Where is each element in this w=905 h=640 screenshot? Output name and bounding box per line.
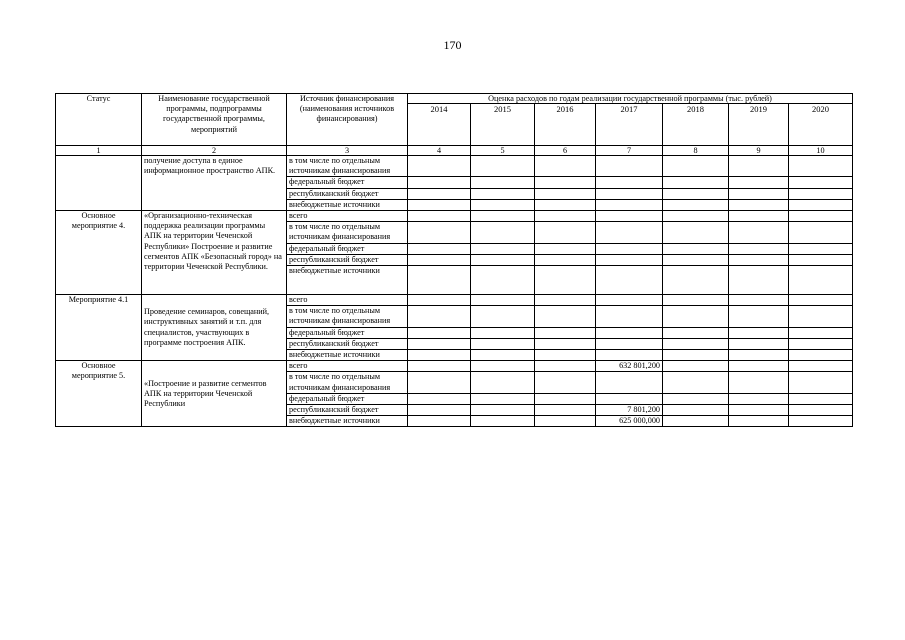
value-cell [408,416,471,427]
value-cell [535,416,596,427]
value-cell [408,295,471,306]
value-cell [663,222,729,243]
value-cell [729,372,789,393]
table-row [56,211,853,222]
value-cell [789,188,853,199]
value-cell [471,188,535,199]
value-cell [535,199,596,210]
header-source: Источник финансирования (наименования источников финансирования) [287,94,408,146]
value-cell [471,177,535,188]
value-cell [408,199,471,210]
source-cell: республиканский бюджет [287,405,408,416]
value-cell [408,156,471,177]
value-cell [663,327,729,338]
value-cell [789,199,853,210]
value-cell [471,338,535,349]
source-cell: всего [287,361,408,372]
value-cell [471,327,535,338]
value-cell [789,156,853,177]
value-cell [408,338,471,349]
value-cell [535,295,596,306]
source-cell: федеральный бюджет [287,177,408,188]
source-cell: в том числе по отдельным источникам финансирования [287,306,408,327]
value-cell [535,254,596,265]
value-cell [596,222,663,243]
value-cell [535,243,596,254]
value-cell [596,211,663,222]
value-cell [471,243,535,254]
value-cell [596,199,663,210]
header-year: 2019 [729,104,789,146]
value-cell [535,222,596,243]
value-cell [408,188,471,199]
value-cell [408,306,471,327]
value-cell [663,156,729,177]
header-year: 2017 [596,104,663,146]
source-cell: республиканский бюджет [287,338,408,349]
value-cell [408,350,471,361]
value-cell [471,372,535,393]
value-cell [789,405,853,416]
value-cell [729,295,789,306]
value-cell [408,405,471,416]
source-cell: внебюджетные источники [287,266,408,295]
header-name: Наименование государственной программы, подпрограммы государственной программы, мероприятий [142,94,287,146]
value-cell [535,177,596,188]
value-cell [596,338,663,349]
value-cell [789,393,853,404]
table-row [56,361,853,372]
value-cell [471,211,535,222]
value-cell [535,188,596,199]
header-year: 2015 [471,104,535,146]
name-cell: «Построение и развитие сегментов АПК на территории Чеченской Республики [142,361,287,427]
source-cell: республиканский бюджет [287,188,408,199]
column-number: 2 [142,146,287,156]
column-number-row [56,146,853,156]
value-cell [729,222,789,243]
name-cell: «Организационно-техническая поддержка реализации программы АПК на территории Чеченской Республики» Построение и развитие сегментов АПК «Безопасный город» на территории Чеченской Республики. [142,211,287,295]
value-cell [535,156,596,177]
value-cell [408,361,471,372]
column-number: 8 [663,146,729,156]
value-cell [729,416,789,427]
value-cell-republican-2017: 7 801,200 [596,405,663,416]
source-cell: в том числе по отдельным источникам финансирования [287,156,408,177]
value-cell [596,266,663,295]
value-cell [789,254,853,265]
table-row [56,156,853,177]
value-cell [596,177,663,188]
value-cell [663,338,729,349]
value-cell [596,243,663,254]
value-cell [408,393,471,404]
value-cell [729,306,789,327]
value-cell [471,350,535,361]
value-cell [729,243,789,254]
value-cell [471,416,535,427]
value-cell [729,405,789,416]
value-cell [596,372,663,393]
value-cell [789,222,853,243]
header-year: 2018 [663,104,729,146]
value-cell [663,177,729,188]
value-cell [789,306,853,327]
value-cell [729,188,789,199]
value-cell [729,266,789,295]
value-cell [596,156,663,177]
source-cell: всего [287,295,408,306]
value-cell [789,243,853,254]
value-cell [408,266,471,295]
status-cell: Основное мероприятие 4. [56,211,142,295]
header-year: 2016 [535,104,596,146]
header-year: 2020 [789,104,853,146]
source-cell: всего [287,211,408,222]
value-cell [596,306,663,327]
value-cell [596,295,663,306]
value-cell [789,295,853,306]
value-cell [663,243,729,254]
value-cell-total-2017: 632 801,200 [596,361,663,372]
column-number: 10 [789,146,853,156]
source-cell: внебюджетные источники [287,350,408,361]
value-cell [729,199,789,210]
value-cell [663,372,729,393]
value-cell [663,361,729,372]
source-cell: в том числе по отдельным источникам финансирования [287,222,408,243]
value-cell [663,211,729,222]
value-cell [408,222,471,243]
column-number: 5 [471,146,535,156]
value-cell [535,211,596,222]
page-number: 170 [443,38,462,52]
header-row [56,94,853,104]
value-cell [729,156,789,177]
value-cell [535,393,596,404]
value-cell [471,405,535,416]
value-cell [596,327,663,338]
value-cell [789,211,853,222]
value-cell [471,266,535,295]
value-cell [408,243,471,254]
value-cell [729,361,789,372]
value-cell [535,405,596,416]
value-cell [535,327,596,338]
value-cell [596,254,663,265]
source-cell: федеральный бюджет [287,243,408,254]
column-number: 4 [408,146,471,156]
value-cell [789,361,853,372]
value-cell [663,416,729,427]
value-cell [789,338,853,349]
source-cell: федеральный бюджет [287,327,408,338]
column-number: 9 [729,146,789,156]
value-cell [535,372,596,393]
column-number: 3 [287,146,408,156]
value-cell [471,156,535,177]
value-cell [729,177,789,188]
value-cell [729,393,789,404]
value-cell [729,327,789,338]
value-cell [729,254,789,265]
value-cell-extrabudgetary-2017: 625 000,000 [596,416,663,427]
value-cell [535,338,596,349]
value-cell [789,372,853,393]
value-cell [663,350,729,361]
value-cell [663,188,729,199]
value-cell [535,306,596,327]
column-number: 7 [596,146,663,156]
source-cell: внебюджетные источники [287,416,408,427]
value-cell [663,266,729,295]
budget-table [55,93,853,427]
value-cell [535,266,596,295]
value-cell [471,306,535,327]
value-cell [729,338,789,349]
value-cell [471,254,535,265]
value-cell [596,188,663,199]
value-cell [471,222,535,243]
value-cell [789,350,853,361]
column-number: 1 [56,146,142,156]
value-cell [408,372,471,393]
value-cell [663,295,729,306]
value-cell [408,327,471,338]
value-cell [789,266,853,295]
value-cell [408,211,471,222]
value-cell [408,254,471,265]
value-cell [596,393,663,404]
table-row [56,295,853,306]
name-cell: получение доступа в единое информационное пространство АПК. [142,156,287,211]
header-year: 2014 [408,104,471,146]
value-cell [535,361,596,372]
value-cell [663,254,729,265]
column-number: 6 [535,146,596,156]
source-cell: федеральный бюджет [287,393,408,404]
value-cell [663,393,729,404]
value-cell [471,199,535,210]
value-cell [471,295,535,306]
header-estimate: Оценка расходов по годам реализации государственной программы (тыс. рублей) [408,94,853,104]
value-cell [535,350,596,361]
source-cell: республиканский бюджет [287,254,408,265]
value-cell [729,211,789,222]
value-cell [408,177,471,188]
value-cell [789,416,853,427]
value-cell [471,361,535,372]
value-cell [729,350,789,361]
status-cell: Мероприятие 4.1 [56,295,142,361]
value-cell [789,177,853,188]
source-cell: в том числе по отдельным источникам финансирования [287,372,408,393]
header-status: Статус [56,94,142,146]
value-cell [663,306,729,327]
value-cell [596,350,663,361]
source-cell: внебюджетные источники [287,199,408,210]
status-cell: Основное мероприятие 5. [56,361,142,427]
value-cell [471,393,535,404]
status-cell [56,156,142,211]
value-cell [789,327,853,338]
value-cell [663,405,729,416]
value-cell [663,199,729,210]
name-cell: Проведение семинаров, совещаний, инструктивных занятий и т.п. для специалистов, участвующих в программе построения АПК. [142,295,287,361]
